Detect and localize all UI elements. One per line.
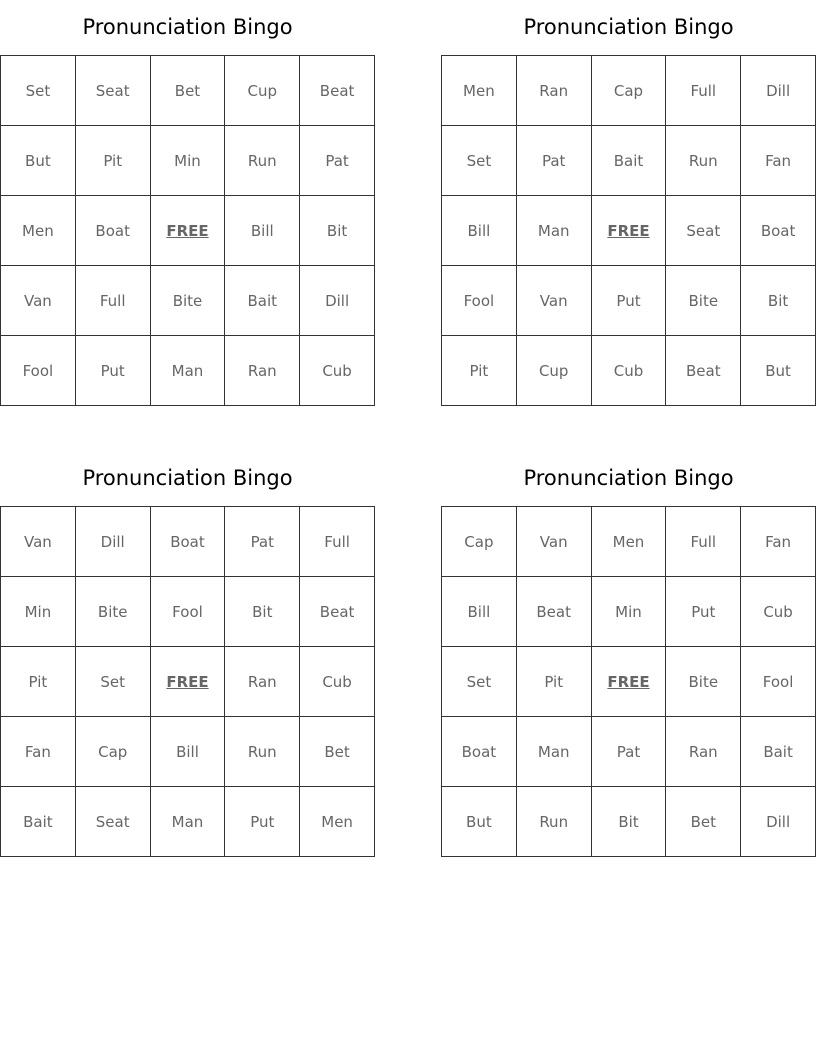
grid-row	[1, 787, 375, 857]
bingo-cell: Van	[516, 507, 591, 577]
bingo-cell: Seat	[75, 787, 150, 857]
grid-row	[442, 336, 816, 406]
grid-row	[1, 717, 375, 787]
bingo-cell: Seat	[666, 196, 741, 266]
bingo-cell: Bait	[591, 126, 666, 196]
bingo-cell: Put	[591, 266, 666, 336]
bingo-cell: Set	[75, 647, 150, 717]
bingo-cell: Fool	[741, 647, 816, 717]
bingo-cell: But	[741, 336, 816, 406]
bingo-cell: Bit	[741, 266, 816, 336]
bingo-cell: Pat	[516, 126, 591, 196]
bingo-cell: Bet	[300, 717, 375, 787]
bingo-cell: Min	[591, 577, 666, 647]
bingo-card-2	[441, 0, 816, 406]
bingo-cell: Ran	[225, 647, 300, 717]
free-cell: FREE	[591, 196, 666, 266]
bingo-cell: Bill	[442, 577, 517, 647]
bingo-cell: Pat	[300, 126, 375, 196]
bingo-cell: Cub	[591, 336, 666, 406]
bingo-cell: Full	[75, 266, 150, 336]
bingo-cell: Dill	[300, 266, 375, 336]
bingo-cell: Put	[75, 336, 150, 406]
grid-row	[1, 266, 375, 336]
bingo-cell: Men	[591, 507, 666, 577]
grid-row	[442, 577, 816, 647]
bingo-cell: Bite	[666, 647, 741, 717]
bingo-cell: Bit	[591, 787, 666, 857]
bingo-cell: Bit	[300, 196, 375, 266]
free-cell: FREE	[591, 647, 666, 717]
grid-row	[1, 577, 375, 647]
bingo-grid	[0, 55, 375, 406]
bingo-card-4	[441, 451, 816, 857]
bingo-cell: Fool	[150, 577, 225, 647]
bingo-cell: Pit	[75, 126, 150, 196]
bingo-cell: Cub	[300, 647, 375, 717]
bingo-cell: Run	[225, 717, 300, 787]
grid-row	[442, 266, 816, 336]
bingo-cell: Bait	[741, 717, 816, 787]
bingo-cell: Full	[300, 507, 375, 577]
grid-row	[1, 336, 375, 406]
free-cell: FREE	[150, 196, 225, 266]
bingo-cell: Dill	[75, 507, 150, 577]
bingo-cell: Run	[516, 787, 591, 857]
bingo-cell: Ran	[666, 717, 741, 787]
grid-row	[1, 507, 375, 577]
bingo-cell: Beat	[666, 336, 741, 406]
grid-row	[1, 56, 375, 126]
bingo-cell: Cub	[300, 336, 375, 406]
bingo-cell: Cup	[516, 336, 591, 406]
grid-row	[442, 56, 816, 126]
bingo-cell: Men	[1, 196, 76, 266]
bingo-cell: Dill	[741, 787, 816, 857]
bingo-cell: Min	[150, 126, 225, 196]
bingo-cell: Van	[1, 507, 76, 577]
bingo-cell: Bet	[666, 787, 741, 857]
bingo-cell: Man	[516, 196, 591, 266]
bingo-cell: Run	[666, 126, 741, 196]
bingo-cell: Beat	[516, 577, 591, 647]
bingo-cell: Man	[150, 787, 225, 857]
bingo-cell: But	[442, 787, 517, 857]
bingo-cell: Man	[150, 336, 225, 406]
bingo-cell: Put	[225, 787, 300, 857]
grid-row	[442, 196, 816, 266]
bingo-cell: Set	[1, 56, 76, 126]
bingo-cell: Fool	[442, 266, 517, 336]
bingo-cell: Van	[1, 266, 76, 336]
bingo-cell: Bit	[225, 577, 300, 647]
bingo-cell: Cub	[741, 577, 816, 647]
bingo-grid	[441, 55, 816, 406]
bingo-cell: Min	[1, 577, 76, 647]
card-title: Pronunciation Bingo	[523, 15, 734, 39]
bingo-cell: Bill	[150, 717, 225, 787]
free-cell: FREE	[150, 647, 225, 717]
bingo-cell: Bait	[1, 787, 76, 857]
bingo-grid	[441, 506, 816, 857]
bingo-cell: Pat	[591, 717, 666, 787]
bingo-cell: Boat	[150, 507, 225, 577]
bingo-grid	[0, 506, 375, 857]
bingo-cell: Cap	[75, 717, 150, 787]
bingo-cell: Cap	[442, 507, 517, 577]
grid-row	[442, 787, 816, 857]
bingo-cell: Bite	[150, 266, 225, 336]
bingo-cell: Van	[516, 266, 591, 336]
bingo-cell: Bite	[75, 577, 150, 647]
bingo-cell: Beat	[300, 56, 375, 126]
bingo-cell: Cup	[225, 56, 300, 126]
grid-row	[442, 126, 816, 196]
bingo-cell: But	[1, 126, 76, 196]
bingo-cell: Bait	[225, 266, 300, 336]
bingo-cell: Cap	[591, 56, 666, 126]
bingo-cell: Boat	[442, 717, 517, 787]
bingo-cell: Set	[442, 647, 517, 717]
bingo-cell: Full	[666, 507, 741, 577]
bingo-cell: Man	[516, 717, 591, 787]
bingo-cell: Fan	[741, 507, 816, 577]
grid-row	[442, 717, 816, 787]
bingo-card-1	[0, 0, 375, 406]
bingo-cell: Pit	[516, 647, 591, 717]
grid-row	[1, 126, 375, 196]
bingo-cell: Pit	[1, 647, 76, 717]
bingo-cell: Bet	[150, 56, 225, 126]
bingo-cell: Fool	[1, 336, 76, 406]
bingo-cell: Bill	[225, 196, 300, 266]
bingo-cell: Bite	[666, 266, 741, 336]
bingo-cell: Ran	[516, 56, 591, 126]
bingo-cell: Men	[300, 787, 375, 857]
bingo-cell: Put	[666, 577, 741, 647]
bingo-cell: Run	[225, 126, 300, 196]
card-title: Pronunciation Bingo	[82, 15, 293, 39]
bingo-cell: Boat	[741, 196, 816, 266]
bingo-cell: Full	[666, 56, 741, 126]
grid-row	[442, 507, 816, 577]
bingo-cell: Dill	[741, 56, 816, 126]
grid-row	[1, 196, 375, 266]
bingo-cell: Bill	[442, 196, 517, 266]
card-title: Pronunciation Bingo	[523, 466, 734, 490]
bingo-cell: Pat	[225, 507, 300, 577]
grid-row	[442, 647, 816, 717]
bingo-cell: Seat	[75, 56, 150, 126]
bingo-cell: Ran	[225, 336, 300, 406]
bingo-cell: Fan	[741, 126, 816, 196]
bingo-cell: Boat	[75, 196, 150, 266]
bingo-cell: Pit	[442, 336, 517, 406]
bingo-cell: Set	[442, 126, 517, 196]
grid-row	[1, 647, 375, 717]
bingo-cell: Fan	[1, 717, 76, 787]
bingo-cell: Beat	[300, 577, 375, 647]
bingo-cell: Men	[442, 56, 517, 126]
card-title: Pronunciation Bingo	[82, 466, 293, 490]
bingo-card-3	[0, 451, 375, 857]
